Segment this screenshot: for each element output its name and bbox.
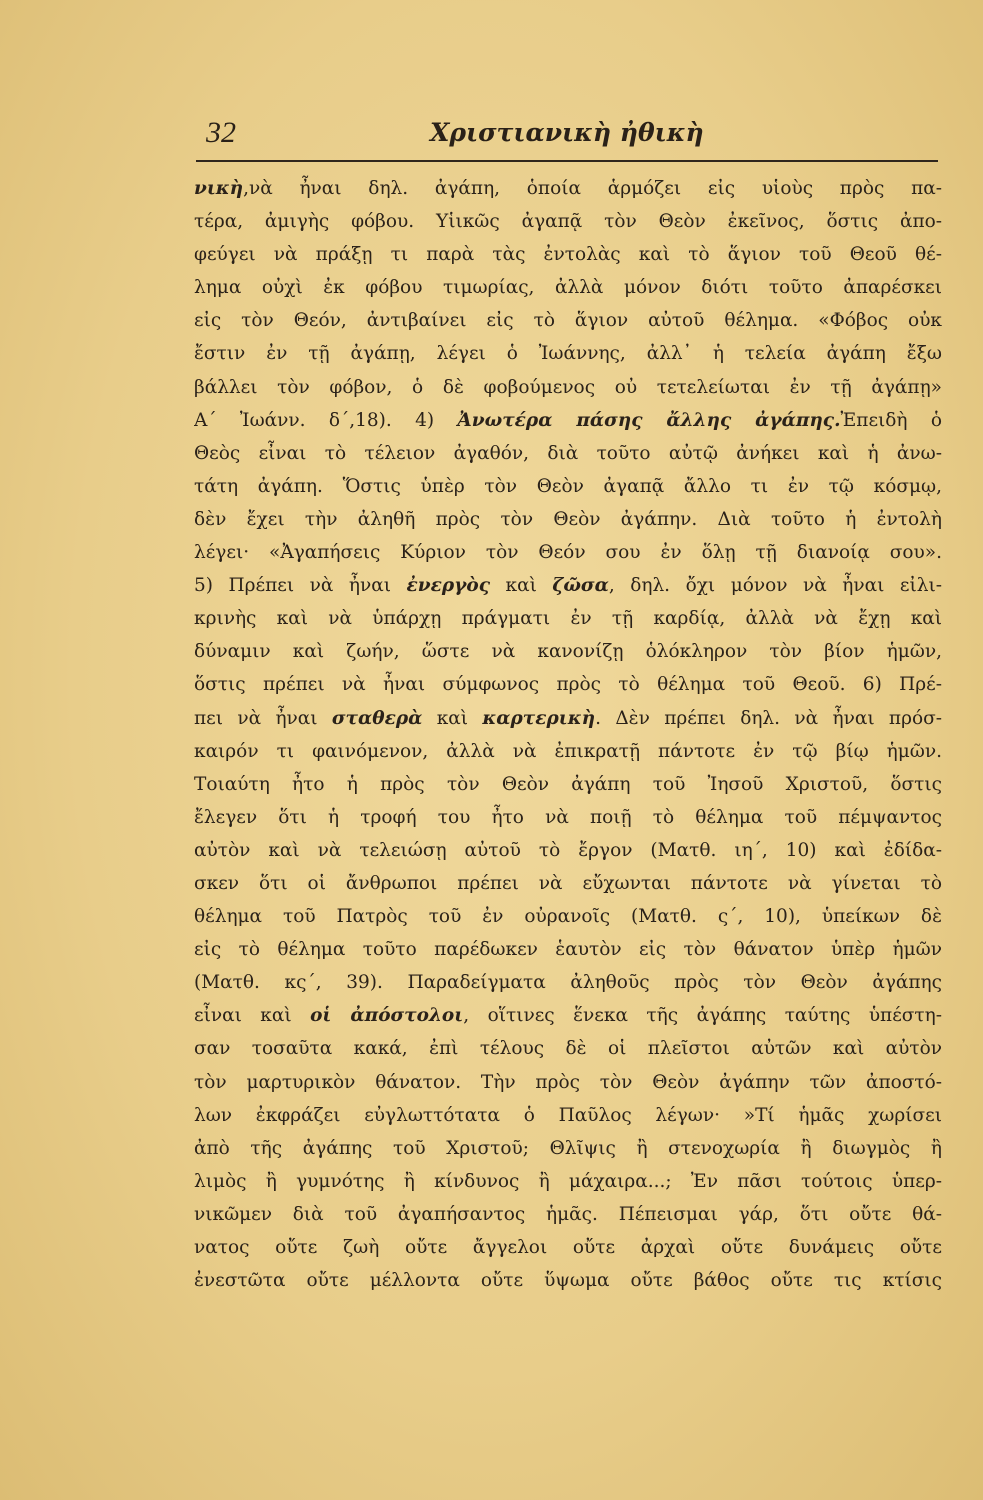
text-line	[194, 371, 942, 404]
text-run: τέρα, ἀμιγὴς φόβου. Υἱικῶς ἀγαπᾷ τὸν Θεὸν ἐκεῖνος, ὅστις ἀπο-	[194, 211, 942, 233]
emphasis-text: σταθερὰ	[331, 707, 423, 729]
emphasis-text: καρτερικὴ	[482, 707, 596, 729]
text-line	[194, 900, 942, 933]
text-line	[194, 867, 942, 900]
text-run: θέλημα τοῦ Πατρὸς τοῦ ἐν οὐρανοῖς (Ματθ. ς΄, 10), ὑπείκων δὲ	[194, 906, 942, 928]
emphasis-text: ἐνεργὸς	[406, 575, 490, 597]
text-line	[194, 536, 942, 569]
text-run: ἔστιν ἐν τῇ ἀγάπῃ, λέγει ὁ Ἰωάννης, ἀλλ᾽ ἡ τελεία ἀγάπη ἔξω	[194, 343, 942, 365]
text-run: λων ἐκφράζει εὐγλωττότατα ὁ Παῦλος λέγων· »Τί ἡμᾶς χωρίσει	[194, 1104, 942, 1126]
text-line	[194, 470, 942, 503]
text-run: Θεὸς εἶναι τὸ τέλειον ἀγαθόν, διὰ τοῦτο αὐτῷ ἀνήκει καὶ ἡ ἀνω-	[194, 442, 942, 464]
text-run: τάτη ἀγάπη. Ὅστις ὑπὲρ τὸν Θεὸν ἀγαπᾷ ἄλλο τι ἐν τῷ κόσμῳ,	[194, 475, 942, 497]
text-line	[194, 1231, 942, 1264]
text-run: φεύγει νὰ πράξῃ τι παρὰ τὰς ἐντολὰς καὶ τὸ ἅγιον τοῦ Θεοῦ θέ-	[194, 244, 942, 266]
text-line	[194, 933, 942, 966]
text-line	[194, 1066, 942, 1099]
emphasis-text: Ἀνωτέρα πάσης ἄλλης ἀγάπης.	[457, 409, 841, 431]
text-line	[194, 1165, 942, 1198]
text-line	[194, 1264, 942, 1297]
running-title: Χριστιανικὴ ἠθικὴ	[430, 118, 704, 147]
page-number: 32	[206, 116, 236, 149]
text-run: 5) Πρέπει νὰ ἦναι	[194, 575, 407, 597]
text-run: καὶ	[422, 707, 483, 729]
text-run: ἔλεγεν ὅτι ἡ τροφή του ἦτο νὰ ποιῇ τὸ θέλημα τοῦ πέμψαντος	[194, 806, 942, 828]
text-line	[194, 1198, 942, 1231]
text-line	[194, 834, 942, 867]
text-line	[194, 702, 942, 735]
text-run: νικῶμεν διὰ τοῦ ἀγαπήσαντος ἡμᾶς. Πέπεισμαι γάρ, ὅτι οὔτε θά-	[194, 1203, 942, 1225]
text-run: ἐνεστῶτα οὔτε μέλλοντα οὔτε ὕψωμα οὔτε βάθος οὔτε τις κτίσις	[194, 1270, 942, 1292]
text-line	[194, 437, 942, 470]
header-rule	[196, 160, 938, 162]
text-line	[194, 801, 942, 834]
text-run: Ἐπειδὴ ὁ	[840, 409, 942, 431]
text-line	[194, 271, 942, 304]
text-line	[194, 768, 942, 801]
text-line	[194, 735, 942, 768]
text-run: σαν τοσαῦτα κακά, ἐπὶ τέλους δὲ οἱ πλεῖστοι αὐτῶν καὶ αὐτὸν	[194, 1038, 942, 1060]
text-run: εἰς τὸ θέλημα τοῦτο παρέδωκεν ἑαυτὸν εἰς τὸν θάνατον ὑπὲρ ἡμῶν	[194, 939, 942, 961]
text-line	[194, 1032, 942, 1065]
text-run: (Ματθ. κς΄, 39). Παραδείγματα ἀληθοῦς πρὸς τὸν Θεὸν ἀγάπης	[194, 972, 942, 994]
text-run: λημα οὐχὶ ἐκ φόβου τιμωρίας, ἀλλὰ μόνον διότι τοῦτο ἀπαρέσκει	[194, 277, 942, 299]
text-run: Α΄ Ἰωάνν. δ΄,18). 4)	[194, 409, 458, 431]
text-line	[194, 602, 942, 635]
text-run: λέγει· «Ἀγαπήσεις Κύριον τὸν Θεόν σου ἐν ὅλῃ τῇ διανοίᾳ σου».	[194, 542, 942, 564]
text-run: νατος οὔτε ζωὴ οὔτε ἄγγελοι οὔτε ἀρχαὶ οὔτε δυνάμεις οὔτε	[194, 1237, 942, 1258]
text-run: τὸν μαρτυρικὸν θάνατον. Τὴν πρὸς τὸν Θεὸν ἀγάπην τῶν ἀποστό-	[194, 1071, 942, 1093]
text-run: ,νὰ ἦναι δηλ. ἀγάπη, ὁποία ἁρμόζει εἰς υἱοὺς πρὸς πα-	[243, 178, 942, 199]
text-line	[194, 304, 942, 337]
text-run: βάλλει τὸν φόβον, ὁ δὲ φοβούμενος οὐ τετελείωται ἐν τῇ ἀγάπῃ»	[194, 376, 942, 398]
text-run: δύναμιν καὶ ζωήν, ὥστε νὰ κανονίζῃ ὁλόκληρον τὸν βίον ἡμῶν,	[194, 641, 942, 663]
text-line	[194, 503, 942, 536]
text-line	[194, 668, 942, 701]
text-line	[194, 238, 942, 271]
text-run: πει νὰ ἦναι	[194, 707, 332, 729]
text-run: Τοιαύτη ἦτο ἡ πρὸς τὸν Θεὸν ἀγάπη τοῦ Ἰησοῦ Χριστοῦ, ὅστις	[194, 773, 942, 795]
text-line	[194, 337, 942, 370]
text-run: κρινὴς καὶ νὰ ὑπάρχῃ πράγματι ἐν τῇ καρδίᾳ, ἀλλὰ νὰ ἔχῃ καὶ	[194, 608, 942, 630]
text-run: ὅστις πρέπει νὰ ἦναι σύμφωνος πρὸς τὸ θέλημα τοῦ Θεοῦ. 6) Πρέ-	[194, 674, 942, 696]
text-run: λιμὸς ἢ γυμνότης ἢ κίνδυνος ἢ μάχαιρα...; Ἐν πᾶσι τούτοις ὑπερ-	[194, 1170, 942, 1192]
text-run: καὶ	[489, 575, 553, 597]
text-run: εἰς τὸν Θεόν, ἀντιβαίνει εἰς τὸ ἅγιον αὐτοῦ θέλημα. «Φόβος οὐκ	[194, 310, 942, 332]
text-run: δὲν ἔχει τὴν ἀληθῆ πρὸς τὸν Θεὸν ἀγάπην. Διὰ τοῦτο ἡ ἐντολὴ	[194, 508, 942, 530]
emphasis-text: ζῶσα	[552, 575, 609, 597]
text-run: σκεν ὅτι οἱ ἄνθρωποι πρέπει νὰ εὔχωνται πάντοτε νὰ γίνεται τὸ	[194, 872, 942, 894]
text-line	[194, 172, 942, 205]
text-line	[194, 205, 942, 238]
text-run: ἀπὸ τῆς ἀγάπης τοῦ Χριστοῦ; Θλῖψις ἢ στενοχωρία ἢ διωγμὸς ἢ	[194, 1137, 942, 1159]
text-line	[194, 999, 942, 1032]
text-line	[194, 635, 942, 668]
text-run: καιρόν τι φαινόμενον, ἀλλὰ νὰ ἐπικρατῇ πάντοτε ἐν τῷ βίῳ ἡμῶν.	[194, 740, 942, 762]
text-line	[194, 569, 942, 602]
text-line	[194, 1099, 942, 1132]
text-run: , δηλ. ὄχι μόνον νὰ ἦναι εἰλι-	[608, 575, 942, 597]
emphasis-text: νικὴ	[194, 178, 244, 199]
text-line	[194, 404, 942, 437]
text-run: εἶναι καὶ	[194, 1005, 311, 1027]
text-line	[194, 1132, 942, 1165]
emphasis-text: οἱ ἀπόστολοι	[310, 1005, 464, 1027]
text-run: , οἵτινες ἕνεκα τῆς ἀγάπης ταύτης ὑπέστη-	[463, 1005, 942, 1027]
text-run: . Δὲν πρέπει δηλ. νὰ ἦναι πρόσ-	[595, 707, 942, 729]
text-run: αὐτὸν καὶ νὰ τελειώσῃ αὐτοῦ τὸ ἔργον (Ματθ. ιη΄, 10) καὶ ἐδίδα-	[194, 839, 942, 861]
text-line	[194, 966, 942, 999]
body-text	[194, 172, 942, 1297]
